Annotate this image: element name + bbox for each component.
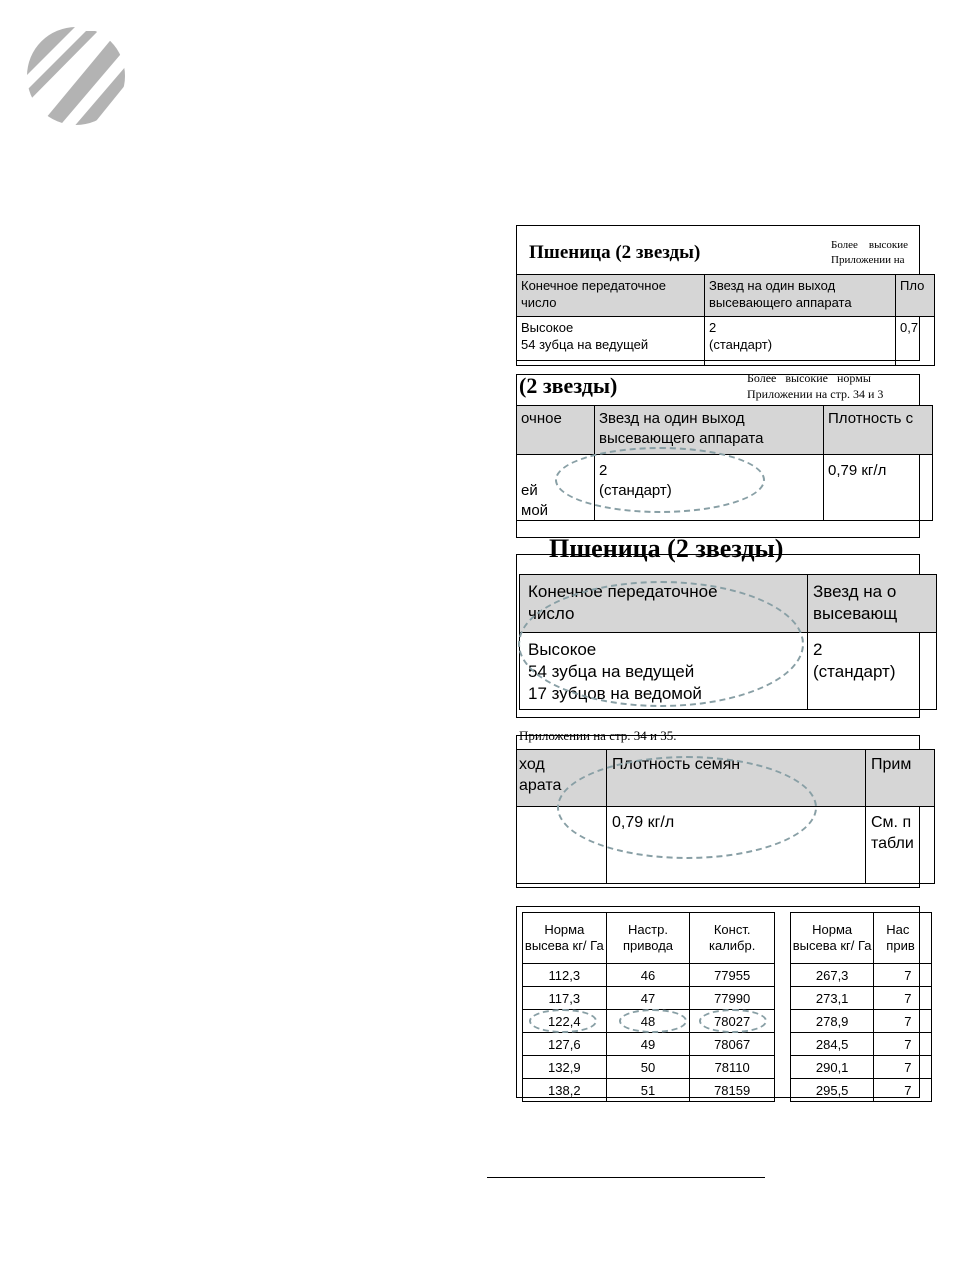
header-drive-setting: Нас прив <box>874 913 932 964</box>
cell-gear-ratio: ей мой <box>516 454 595 521</box>
table-row: 112,3 46 77955 <box>523 964 775 987</box>
cell-density: 0,79 кг/л <box>823 454 933 521</box>
table-row: 284,5 7 <box>791 1033 932 1056</box>
header-sprockets: Звезд на о высевающ <box>807 574 937 633</box>
note-text: Приложении на стр. 34 и 35. <box>519 728 677 743</box>
seeding-rate-table-left <box>522 912 775 1102</box>
table-row: 127,6 49 78067 <box>523 1033 775 1056</box>
cell-density: 0,7 <box>895 316 935 366</box>
highlight-ellipse <box>619 1009 687 1033</box>
header-sprockets: Звезд на один выход высевающего аппарата <box>704 274 896 317</box>
table-title: Пшеница (2 звезды) <box>529 242 701 263</box>
header-rate: Норма высева кг/ Га <box>523 913 607 964</box>
cell-gear-ratio: Высокое 54 зубца на ведущей 17 зубцов на ведомой <box>519 632 808 710</box>
header-gear-ratio: очное <box>516 405 595 455</box>
seeding-rate-snippet <box>516 906 920 1098</box>
table-row: 122,4 48 78027 <box>523 1010 775 1033</box>
header-rate: Норма высева кг/ Га <box>791 913 874 964</box>
note-text: Более высокие нормы Приложении на стр. 34 и 3 <box>747 371 884 402</box>
highlight-ellipse <box>557 756 817 859</box>
header-gear-ratio: Конечное передаточное число <box>516 274 705 317</box>
header-density: Плотность с <box>823 405 933 455</box>
footer-rule <box>487 1177 765 1178</box>
header-notes: Прим <box>865 749 935 807</box>
highlight-ellipse <box>529 1009 597 1033</box>
table-row: 267,3 7 <box>791 964 932 987</box>
cell-density: 0,79 кг/л <box>606 806 866 884</box>
header-calibration-const: Конст. калибр. <box>690 913 775 964</box>
table-row: 138,2 51 78159 <box>523 1079 775 1102</box>
highlight-ellipse <box>518 581 804 707</box>
cell-gear-ratio: Высокое 54 зубца на ведущей <box>516 316 705 366</box>
table-row: 290,1 7 <box>791 1056 932 1079</box>
header-density: Пло <box>895 274 935 317</box>
table-row: 295,5 7 <box>791 1079 932 1102</box>
table-snippet-overview <box>516 225 925 361</box>
header-sprockets: ход арата <box>516 749 607 807</box>
cell-sprockets: 2 (стандарт) <box>704 316 896 366</box>
table-divider <box>517 520 919 521</box>
header-gear-ratio: Конечное передаточное число <box>519 574 808 633</box>
table-snippet-gear-ratio <box>516 534 920 718</box>
table-row: 273,1 7 <box>791 987 932 1010</box>
header-density: Плотность семян <box>606 749 866 807</box>
seeding-rate-table-right <box>790 912 932 1102</box>
highlight-ellipse <box>699 1009 767 1033</box>
header-sprockets: Звезд на один выход высевающего аппарата <box>594 405 824 455</box>
table-header-row <box>523 913 775 964</box>
table-snippet-density <box>516 728 920 888</box>
table-title: (2 звезды) <box>519 373 618 398</box>
highlight-ellipse <box>555 447 765 513</box>
cell-sprockets: 2 (стандарт) <box>594 454 824 521</box>
header-drive-setting: Настр. привода <box>606 913 690 964</box>
table-title: Пшеница (2 звезды) <box>549 534 784 563</box>
table-row: 132,9 50 78110 <box>523 1056 775 1079</box>
table-header-row <box>791 913 932 964</box>
table-row: 278,9 7 <box>791 1010 932 1033</box>
table-row: 117,3 47 77990 <box>523 987 775 1010</box>
table-snippet-sprockets <box>516 371 920 538</box>
note-text: Более высокие Приложении на <box>831 239 909 266</box>
stripe-logo-icon <box>26 26 126 126</box>
cell-sprockets: 2 (стандарт) <box>807 632 937 710</box>
cell-notes: См. п табли <box>865 806 935 884</box>
